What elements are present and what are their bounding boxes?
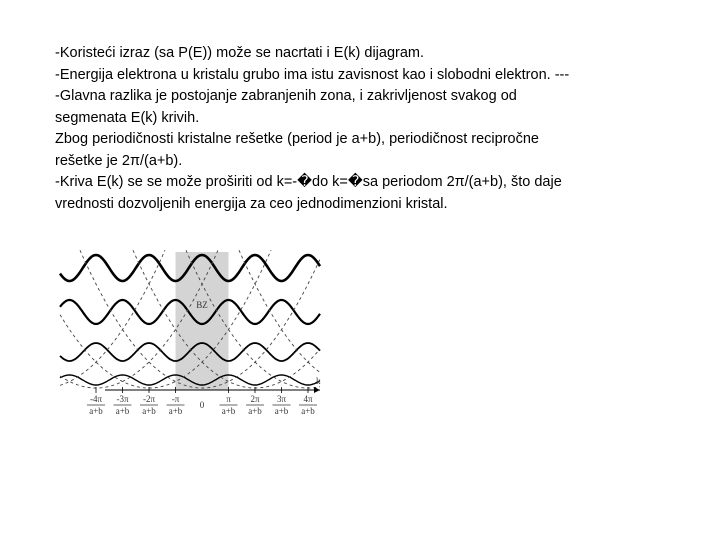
ek-band-diagram [50,240,335,430]
k-axis-arrow-icon [314,387,320,393]
free-electron-parabola [60,250,165,385]
tick-numerator: -4π [89,394,103,404]
tick-label [273,387,291,416]
text-line: -Kriva E(k) se se može proširiti od k=-�do k=�sa periodom 2π/(a+b), što daje [55,174,562,190]
brillouin-zone-shade [176,252,229,390]
tick-denominator: a+b [301,406,315,416]
tick-numerator: -π [171,394,180,404]
text-line: -Koristeći izraz (sa P(E)) može se nacrtati i E(k) dijagram. [55,45,425,61]
text-line: Zbog periodičnosti kristalne rešetke (period je a+b), periodičnost recipročne [55,131,539,147]
text-line: rešetke je 2π/(a+b). [55,152,183,169]
tick-numerator: π [226,394,231,404]
origin-label: 0 [199,400,205,410]
tick-denominator: a+b [221,406,236,416]
tick-numerator: -2π [142,394,156,404]
tick-label [87,387,105,416]
tick-numerator: -3π [116,394,129,404]
tick-numerator: 4π [303,394,313,404]
tick-label [114,387,132,416]
band-diagram-svg [50,240,335,430]
tick-numerator: 2π [250,394,260,404]
text-block [55,43,685,215]
tick-denominator: a+b [115,406,130,416]
tick-denominator: a+b [168,406,183,416]
text-line: segmenata E(k) krivih. [55,109,200,126]
tick-label [167,387,185,416]
free-electron-parabola [239,250,320,372]
tick-label [220,387,238,416]
zone-label: BZ [196,300,208,310]
k-axis-label: k [316,376,321,386]
text-line: -Glavna razlika je postojanje zabranjenih zona, i zakrivljenost svakog od [55,88,517,104]
tick-numerator: 3π [276,394,287,404]
text-line: -Energija elektrona u kristalu grubo ima istu zavisnost kao i slobodni elektron. --- [55,66,570,83]
text-line: vrednosti dozvoljenih energija za ceo jednodimenzioni kristal. [55,195,448,212]
tick-denominator: a+b [142,406,156,416]
tick-label [246,387,264,416]
tick-denominator: a+b [274,406,289,416]
tick-label [140,387,158,416]
tick-denominator: a+b [89,406,103,416]
tick-denominator: a+b [248,406,262,416]
